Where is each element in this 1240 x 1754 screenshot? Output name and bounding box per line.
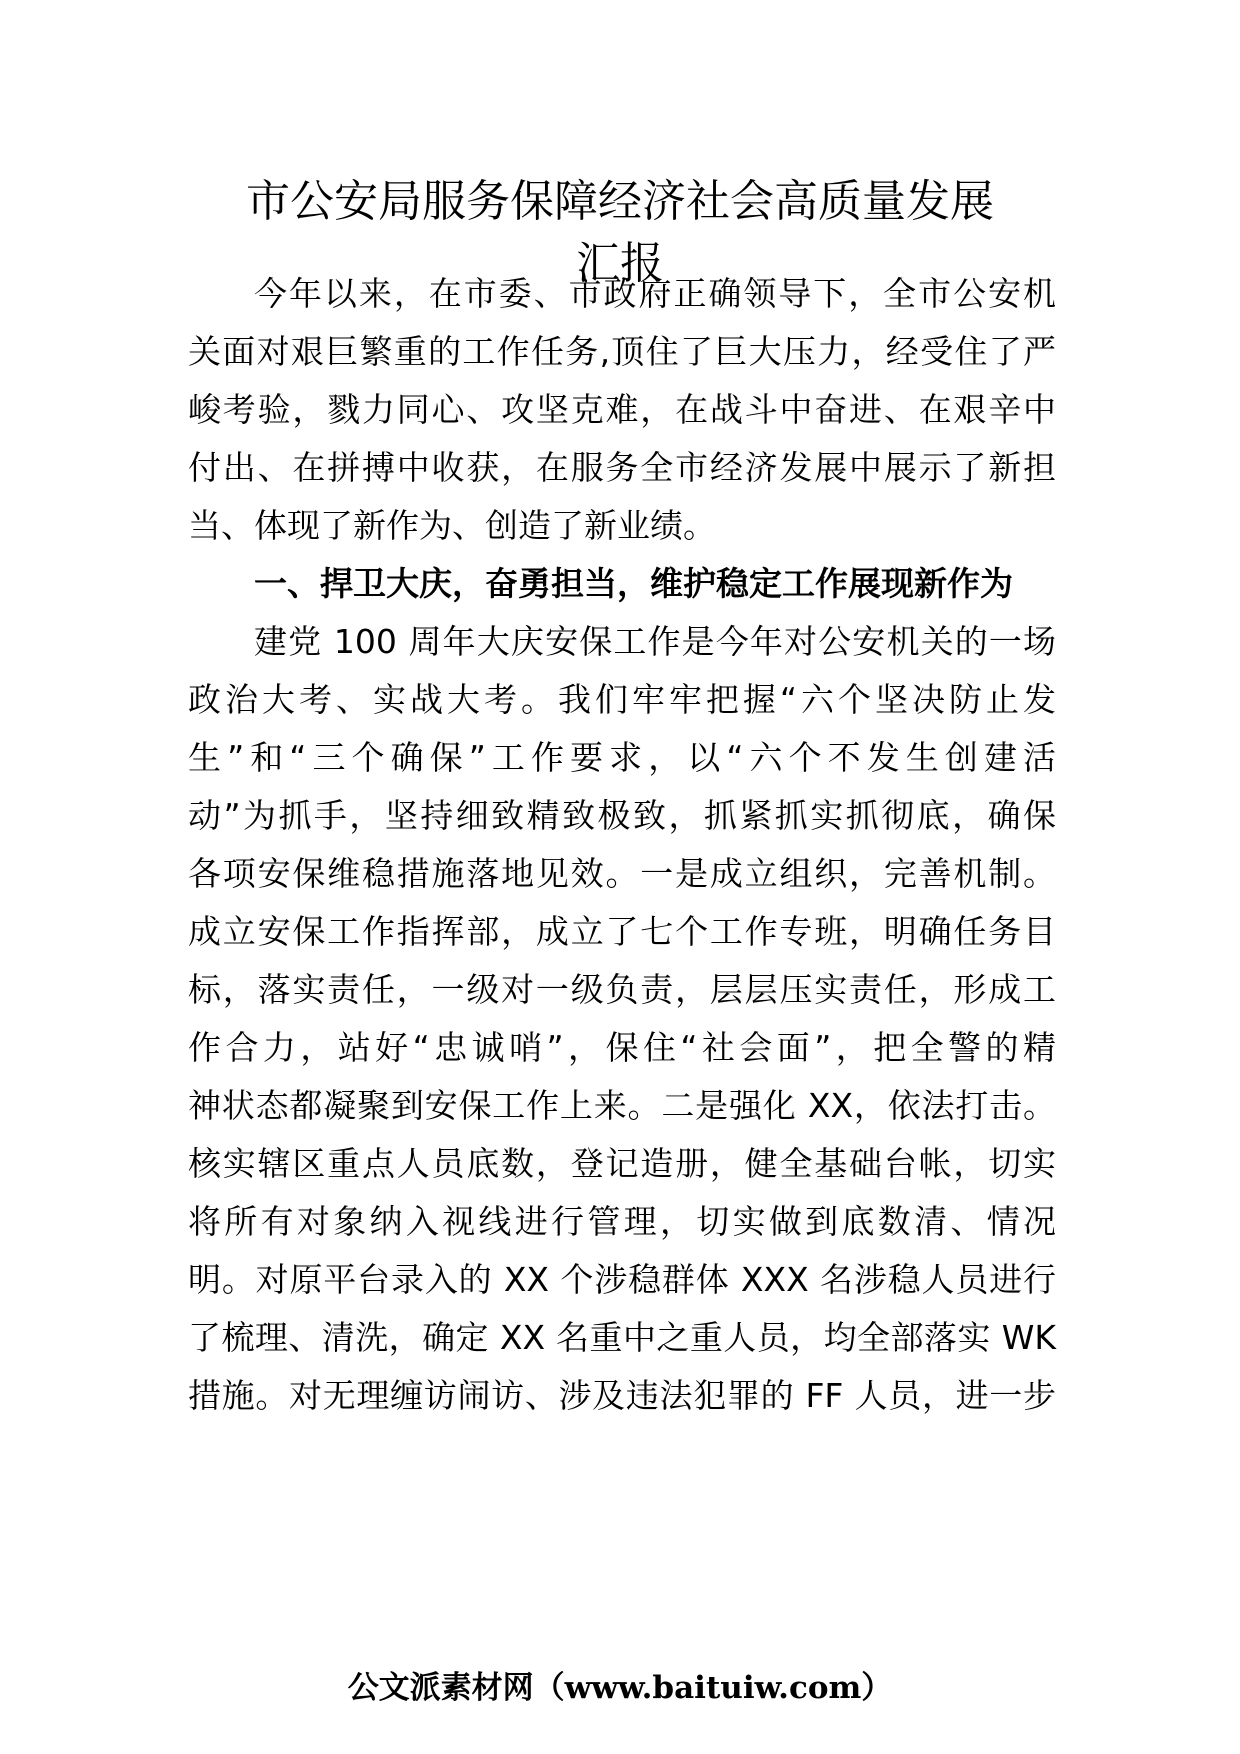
paragraph-line: 政治大考、实战大考。我们牢牢把握“六个坚决防止发 [188, 680, 1056, 719]
document-title-line-2: 汇报 [576, 238, 664, 289]
paragraph-line: 今年以来，在市委、市政府正确领导下，全市公安机 [254, 274, 1056, 313]
paragraph-line: 将所有对象纳入视线进行管理，切实做到底数清、情况 [188, 1202, 1056, 1241]
paragraph-line: 峻考验，戮力同心、攻坚克难，在战斗中奋进、在艰辛中 [188, 390, 1056, 429]
paragraph-line: 付出、在拼搏中收获，在服务全市经济发展中展示了新担 [188, 448, 1056, 487]
paragraph-line: 神状态都凝聚到安保工作上来。二是强化 XX，依法打击。 [188, 1086, 1056, 1125]
paragraph-line: 关面对艰巨繁重的工作任务,顶住了巨大压力，经受住了严 [188, 332, 1056, 371]
paragraph-line: 措施。对无理缠访闹访、涉及违法犯罪的 FF 人员，进一步 [188, 1376, 1056, 1415]
paragraph-line: 作合力，站好“忠诚哨”，保住“社会面”，把全警的精 [188, 1028, 1056, 1067]
paragraph-line: 各项安保维稳措施落地见效。一是成立组织，完善机制。 [188, 854, 1056, 893]
section-heading: 一、捍卫大庆，奋勇担当，维护稳定工作展现新作为 [254, 564, 1013, 603]
paragraph-line: 明。对原平台录入的 XX 个涉稳群体 XXX 名涉稳人员进行 [188, 1260, 1056, 1299]
document-title-line-1: 市公安局服务保障经济社会高质量发展 [246, 176, 994, 227]
paragraph-line: 当、体现了新作为、创造了新业绩。 [188, 506, 716, 545]
paragraph-line: 标，落实责任，一级对一级负责，层层压实责任，形成工 [188, 970, 1056, 1009]
paragraph-line: 动”为抓手，坚持细致精致极致，抓紧抓实抓彻底，确保 [188, 796, 1056, 835]
paragraph-line: 生”和“三个确保”工作要求，以“六个不发生创建活 [188, 738, 1056, 777]
paragraph-line: 建党 100 周年大庆安保工作是今年对公安机关的一场 [254, 622, 1056, 661]
paragraph-line: 核实辖区重点人员底数，登记造册，健全基础台帐，切实 [188, 1144, 1056, 1183]
footer-watermark: 公文派素材网（www.baituiw.com） [347, 1670, 893, 1706]
paragraph-line: 了梳理、清洗，确定 XX 名重中之重人员，均全部落实 WK [188, 1318, 1056, 1357]
paragraph-line: 成立安保工作指挥部，成立了七个工作专班，明确任务目 [188, 912, 1056, 951]
